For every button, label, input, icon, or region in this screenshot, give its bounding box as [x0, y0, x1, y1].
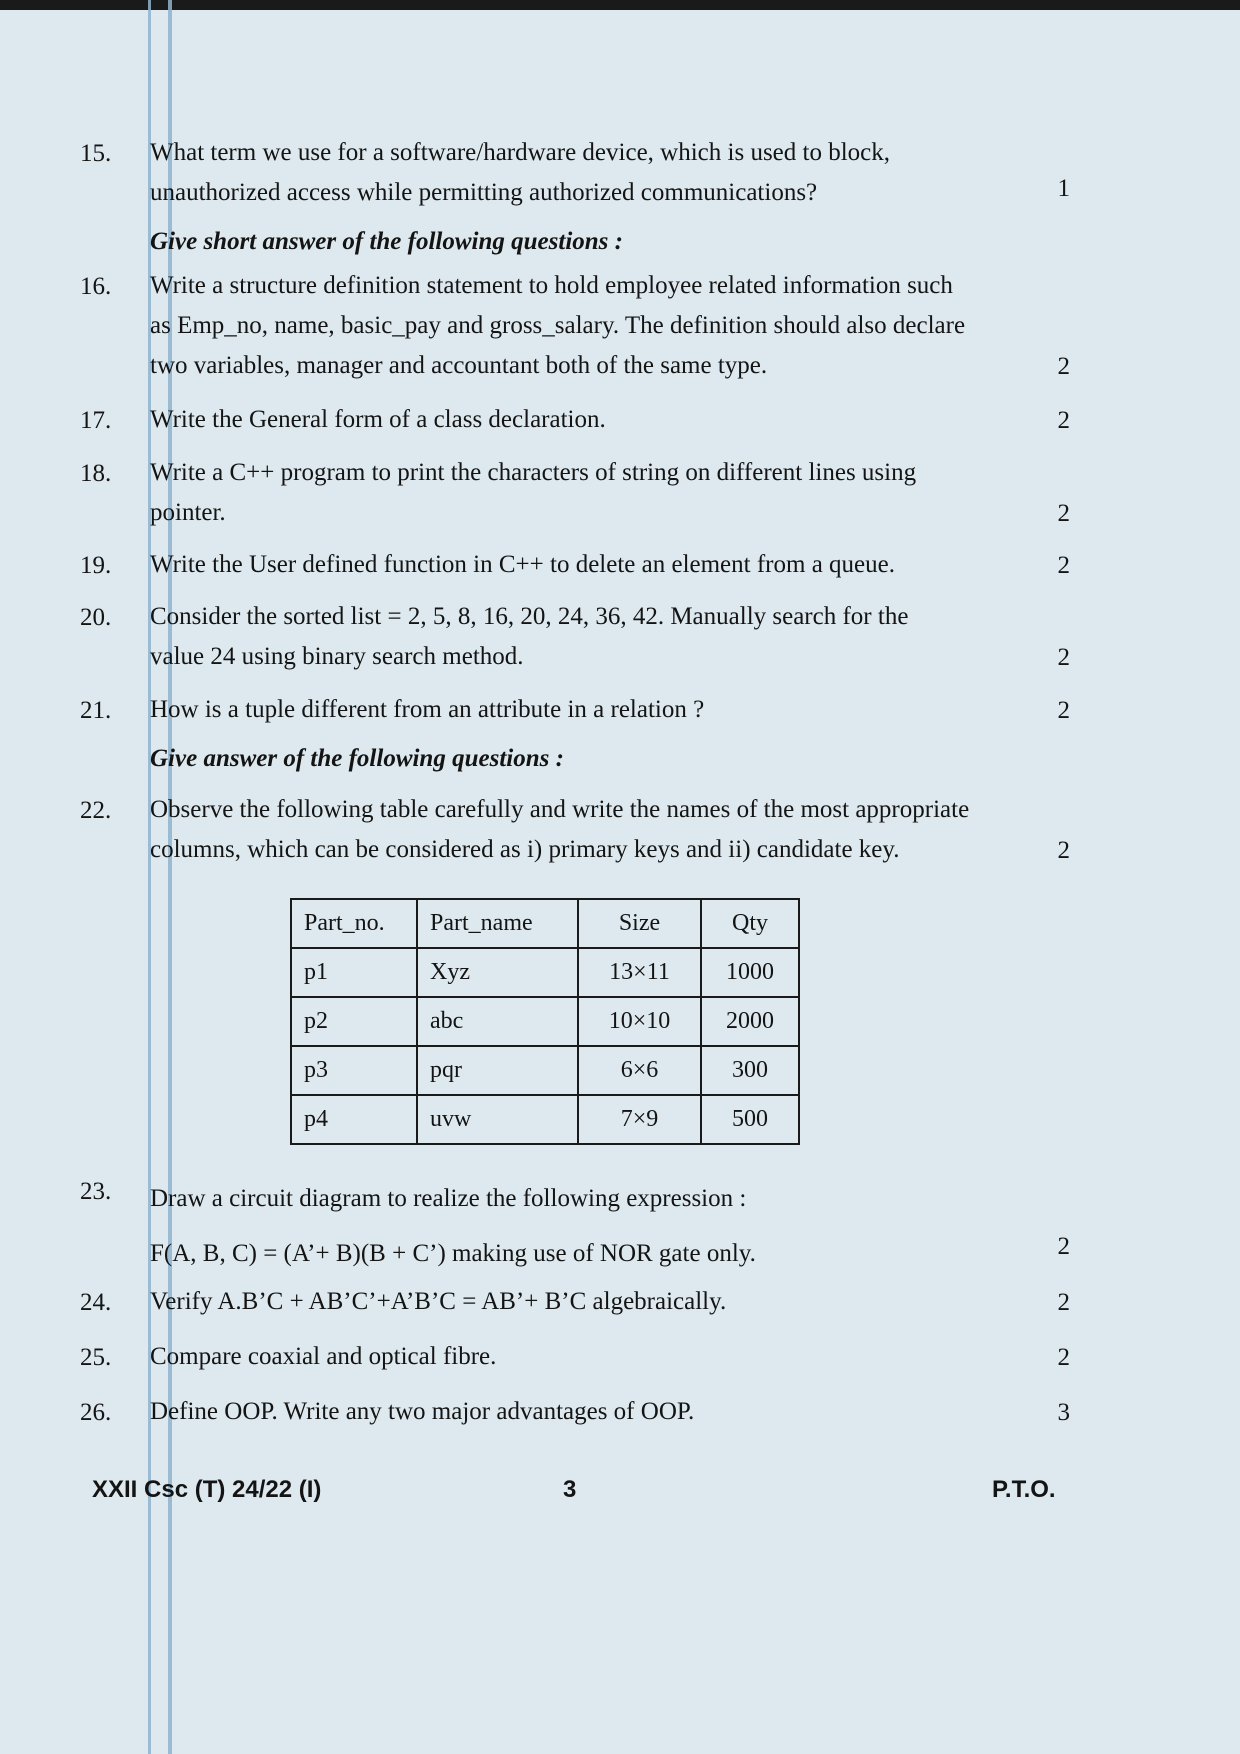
question-marks: 2 [1057, 407, 1070, 434]
question-text [150, 1392, 1070, 1432]
question-text [150, 545, 1070, 585]
question-text [150, 400, 1070, 440]
question-text [150, 1337, 1070, 1377]
question-number: 24. [80, 1289, 112, 1316]
table-cell: 6×6 [578, 1046, 701, 1095]
question-line: Write a C++ program to print the characters of string on different lines using [150, 459, 917, 486]
table-header: Qty [701, 899, 799, 948]
question-line: Write a structure definition statement to hold employee related information such [150, 272, 953, 299]
table-cell: 13×11 [578, 948, 701, 997]
question-line: How is a tuple different from an attribute in a relation ? [150, 696, 705, 723]
question-number: 21. [80, 697, 112, 724]
question-line: Draw a circuit diagram to realize the following expression : [150, 1185, 747, 1212]
question-line: Observe the following table carefully and write the names of the most appropriate [150, 796, 970, 823]
question-number: 17. [80, 407, 112, 434]
page-number: 3 [563, 1476, 577, 1503]
table-cell: abc [417, 997, 578, 1046]
question-marks: 2 [1057, 697, 1070, 724]
question-text [150, 1171, 1070, 1281]
question-line: Write the General form of a class declaration. [150, 406, 606, 433]
question-number: 16. [80, 273, 112, 300]
table-cell: 7×9 [578, 1095, 701, 1144]
question-text [150, 597, 1070, 677]
table-cell: 300 [701, 1046, 799, 1095]
question-marks: 2 [1057, 353, 1070, 380]
question-number: 22. [80, 797, 112, 824]
question-text [150, 690, 1070, 730]
question-text [150, 790, 1070, 870]
table-cell: 10×10 [578, 997, 701, 1046]
question-line: as Emp_no, name, basic_pay and gross_salary. The definition should also declare [150, 312, 966, 339]
question-text [150, 266, 1070, 386]
question-line: Define OOP. Write any two major advantages of OOP. [150, 1398, 695, 1425]
section-heading-short: Give short answer of the following questions : [150, 228, 623, 255]
table-row [291, 1046, 799, 1095]
question-marks: 1 [1057, 175, 1070, 202]
question-marks: 2 [1057, 500, 1070, 527]
question-text [150, 133, 1070, 213]
question-number: 18. [80, 460, 112, 487]
question-number: 20. [80, 604, 112, 631]
table-header: Part_name [417, 899, 578, 948]
question-marks: 2 [1057, 644, 1070, 671]
question-line: columns, which can be considered as i) primary keys and ii) candidate key. [150, 836, 900, 863]
question-marks: 2 [1057, 552, 1070, 579]
table-cell: p3 [291, 1046, 417, 1095]
question-line: Verify A.B’C + AB’C’+A’B’C = AB’+ B’C algebraically. [150, 1288, 727, 1315]
question-line: F(A, B, C) = (A’+ B)(B + C’) making use of NOR gate only. [150, 1240, 756, 1267]
table-row [291, 948, 799, 997]
section-heading-long: Give answer of the following questions : [150, 745, 564, 772]
question-number: 19. [80, 552, 112, 579]
question-number: 15. [80, 140, 112, 167]
question-line: two variables, manager and accountant both of the same type. [150, 352, 768, 379]
question-marks: 2 [1057, 1289, 1070, 1316]
table-cell: pqr [417, 1046, 578, 1095]
question-text [150, 453, 1070, 533]
question-line: Write the User defined function in C++ to delete an element from a queue. [150, 551, 895, 578]
question-line: pointer. [150, 499, 226, 526]
table-cell: p1 [291, 948, 417, 997]
scan-top-edge [0, 0, 1240, 10]
question-line: What term we use for a software/hardware device, which is used to block, [150, 139, 891, 166]
question-text [150, 1282, 1070, 1322]
question-number: 23. [80, 1178, 112, 1205]
table-cell: p4 [291, 1095, 417, 1144]
question-marks: 2 [1057, 837, 1070, 864]
table-cell: 1000 [701, 948, 799, 997]
question-marks: 2 [1057, 1233, 1070, 1260]
question-line: value 24 using binary search method. [150, 643, 524, 670]
table-row [291, 997, 799, 1046]
question-line: Consider the sorted list = 2, 5, 8, 16, 20, 24, 36, 42. Manually search for the [150, 603, 909, 630]
parts-table [290, 898, 800, 1145]
question-number: 25. [80, 1344, 112, 1371]
table-header-row [291, 899, 799, 948]
table-cell: p2 [291, 997, 417, 1046]
question-number: 26. [80, 1399, 112, 1426]
table-row [291, 1095, 799, 1144]
table-header: Part_no. [291, 899, 417, 948]
table-cell: Xyz [417, 948, 578, 997]
question-line: unauthorized access while permitting authorized communications? [150, 179, 818, 206]
paper-code: XXII Csc (T) 24/22 (I) [92, 1476, 322, 1503]
question-marks: 3 [1057, 1399, 1070, 1426]
table-cell: uvw [417, 1095, 578, 1144]
table-cell: 500 [701, 1095, 799, 1144]
question-line: Compare coaxial and optical fibre. [150, 1343, 497, 1370]
question-marks: 2 [1057, 1344, 1070, 1371]
please-turn-over: P.T.O. [992, 1476, 1056, 1503]
table-cell: 2000 [701, 997, 799, 1046]
table-header: Size [578, 899, 701, 948]
